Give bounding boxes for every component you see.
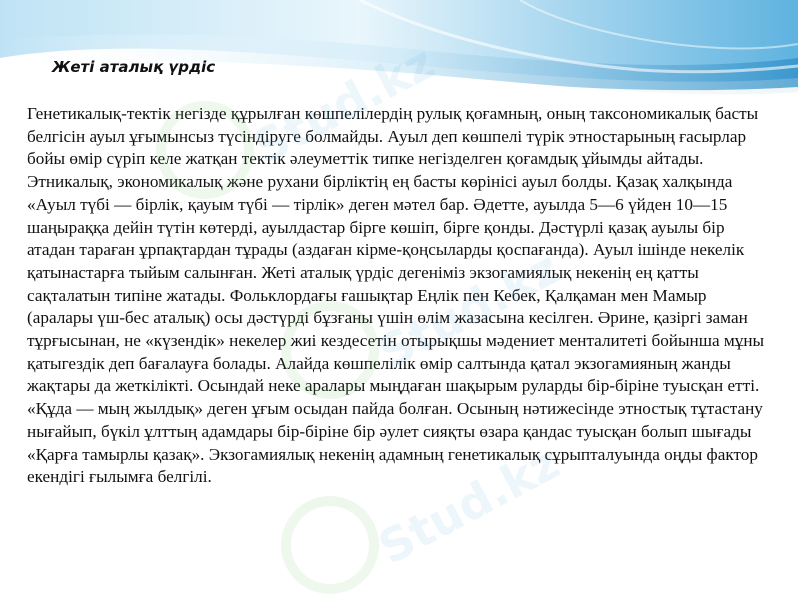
slide-title: Жеті аталық үрдіс	[52, 58, 216, 76]
slide-body-text: Генетикалық-тектік негізде құрылған көшпелілердің рулық қоғамның, оның таксономикалық басты белгісін ауыл ұғымынсыз түсіндіруге болмайды. Ауыл деп көшпелі түрік этностарының ғасырлар бойы өмір сүріп келе жатқан тектік әлеуметтік типке негізделген қоғамдық ұйымды айтады. Этникалық, экономикалық және рухани бірліктің ең басты көрінісі ауыл болды. Қазақ халқында «Ауыл түбі — бірлік, қауым түбі — тірлік» деген мәтел бар. Әдетте, ауылда 5—6 үйден 10—15 шаңыраққа дейін түтін көтерді, ауылдастар бірге көшіп, бірге қонды. Дәстүрлі қазақ ауылы бір атадан тараған ұрпақтардан тұрады (аздаған кірме-қоңсыларды қоспағанда). Ауыл ішінде некелік қатынастарға тыйым салынған. Жеті аталық үрдіс дегеніміз экзогамиялық некенің ең қатты сақталатын типіне жатады. Фольклордағы ғашықтар Еңлік пен Кебек, Қалқаман мен Мамыр (аралары үш-бес аталық) осы дәстүрді бұзғаны үшін өлім жазасына кесілген. Әрине, қазіргі заман тұрғысынан, не «күзендік» некелер жиі кездесетін отырықшы мәдениет менталитеті бойынша мұны қатыгездік деп бағалауға болады. Алайда көшпелілік өмір салтында қатал экзогамияның жанды жақтары да жеткілікті. Осындай неке аралары мыңдаған шақырым руларды бір-біріне туысқан етті. «Құда — мың жылдық» деген ұғым осыдан пайда болған. Осының нәтижесінде этностық тұтастану нығайып, бүкіл ұлттың адамдары бір-біріне бір әулет сияқты өзара қандас туысқан болып шығады «Қарға тамырлы қазақ». Экзогамиялық некенің адамның генетикалық сұрыпталуында оңды фактор екендігі ғылымға белгілі.	[27, 104, 765, 487]
slide-header-decoration	[0, 0, 798, 110]
watermark-text: Stud.kz	[369, 435, 568, 575]
watermark-text: Stud.kz	[369, 240, 568, 380]
